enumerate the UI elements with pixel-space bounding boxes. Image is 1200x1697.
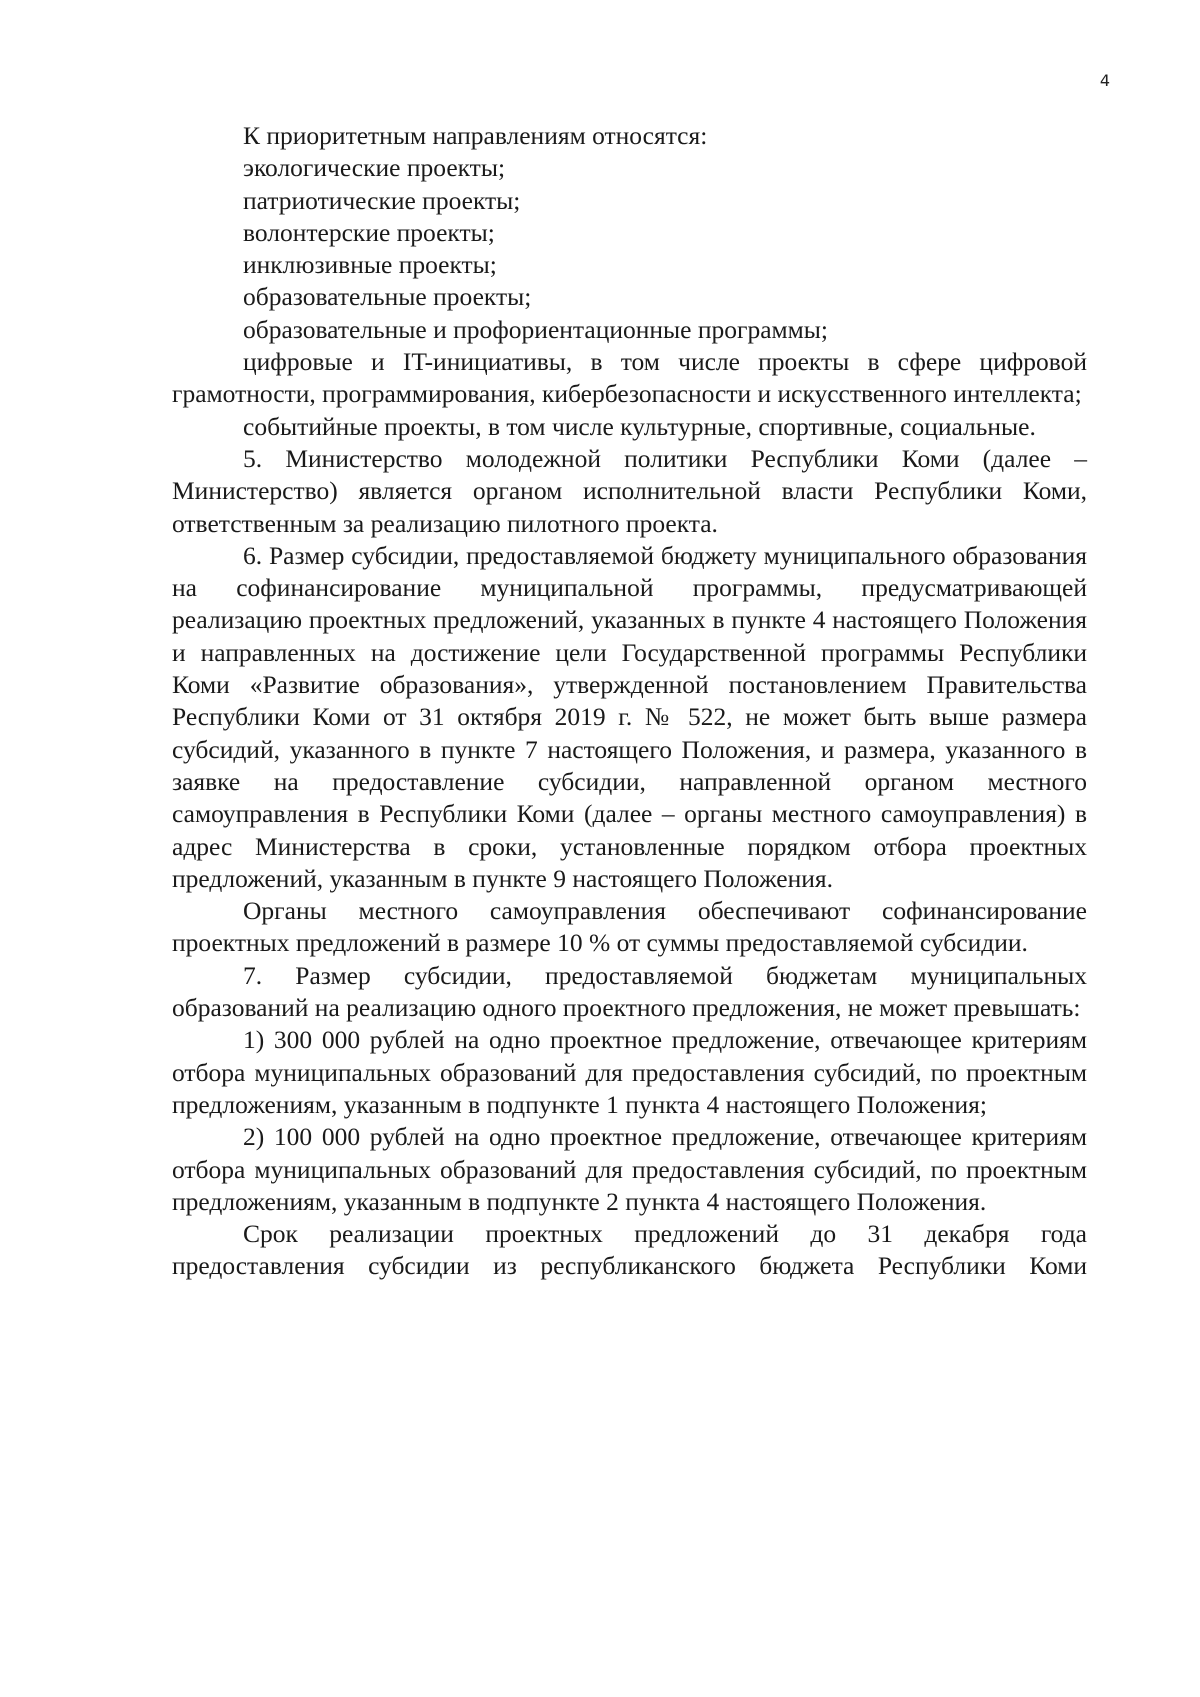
document-body (172, 120, 1087, 1283)
list-item-events: событийные проекты, в том числе культурные, спортивные, социальные. (243, 411, 1036, 441)
subpoint-2: 2) 100 000 рублей на одно проектное предложение, отвечающее критериям отбора муниципальных образований для предоставления субсидий, по проектным предложениям, указанным в подпункте 2 пункта 4 настоящего Положения. (172, 1122, 1087, 1216)
paragraph-point-7: 7. Размер субсидии, предоставляемой бюджетам муниципальных образований на реализацию одного проектного предложения, не может превышать: (172, 960, 1087, 1023)
subpoint-1: 1) 300 000 рублей на одно проектное предложение, отвечающее критериям отбора муниципальных образований для предоставления субсидий, по проектным предложениям, указанным в подпункте 1 пункта 4 настоящего Положения; (172, 1025, 1087, 1119)
priority-list-intro: К приоритетным направлениям относятся: (243, 121, 708, 150)
paragraph-point-6: 6. Размер субсидии, предоставляемой бюджету муниципального образования на софинансирование муниципальной программы, предусматривающей реализацию проектных предложений, указанных в пункте 4 настоящего Положения и направленных на достижение цели Государственной программы Республики Коми «Развитие образования», утвержденной постановлением Правительства Республики Коми от 31 октября 2019 г. № 522, не может быть выше размера субсидий, указанного в пункте 7 настоящего Положения, и размера, указанного в заявке на предоставление субсидии, направленной органом местного самоуправления в Республики Коми (далее – органы местного самоуправления) в адрес Министерства в сроки, установленные порядком отбора проектных предложений, указанным в пункте 9 настоящего Положения. (172, 540, 1087, 893)
page-number: 4 (1099, 71, 1110, 90)
list-item-ecological: экологические проекты; (243, 153, 506, 183)
paragraph-deadline: Срок реализации проектных предложений до 31 декабря года предоставления субсидии из республиканского бюджета Республики Коми (172, 1219, 1087, 1281)
list-item-career-programs: образовательные и профориентационные программы; (243, 314, 829, 344)
paragraph-cofinancing: Органы местного самоуправления обеспечивают софинансирование проектных предложений в размере 10 % от суммы предоставляемой субсидии. (172, 896, 1087, 958)
list-item-patriotic: патриотические проекты; (243, 185, 521, 215)
list-item-digital: цифровые и IT-инициативы, в том числе проекты в сфере цифровой грамотности, программирования, кибербезопасности и искусственного интеллекта; (172, 347, 1087, 409)
list-item-volunteer: волонтерские проекты; (243, 217, 495, 247)
list-item-inclusive: инклюзивные проекты; (243, 250, 497, 280)
paragraph-point-5: 5. Министерство молодежной политики Республики Коми (далее – Министерство) является органом исполнительной власти Республики Коми, ответственным за реализацию пилотного проекта. (172, 443, 1087, 538)
list-item-educational: образовательные проекты; (243, 282, 532, 312)
